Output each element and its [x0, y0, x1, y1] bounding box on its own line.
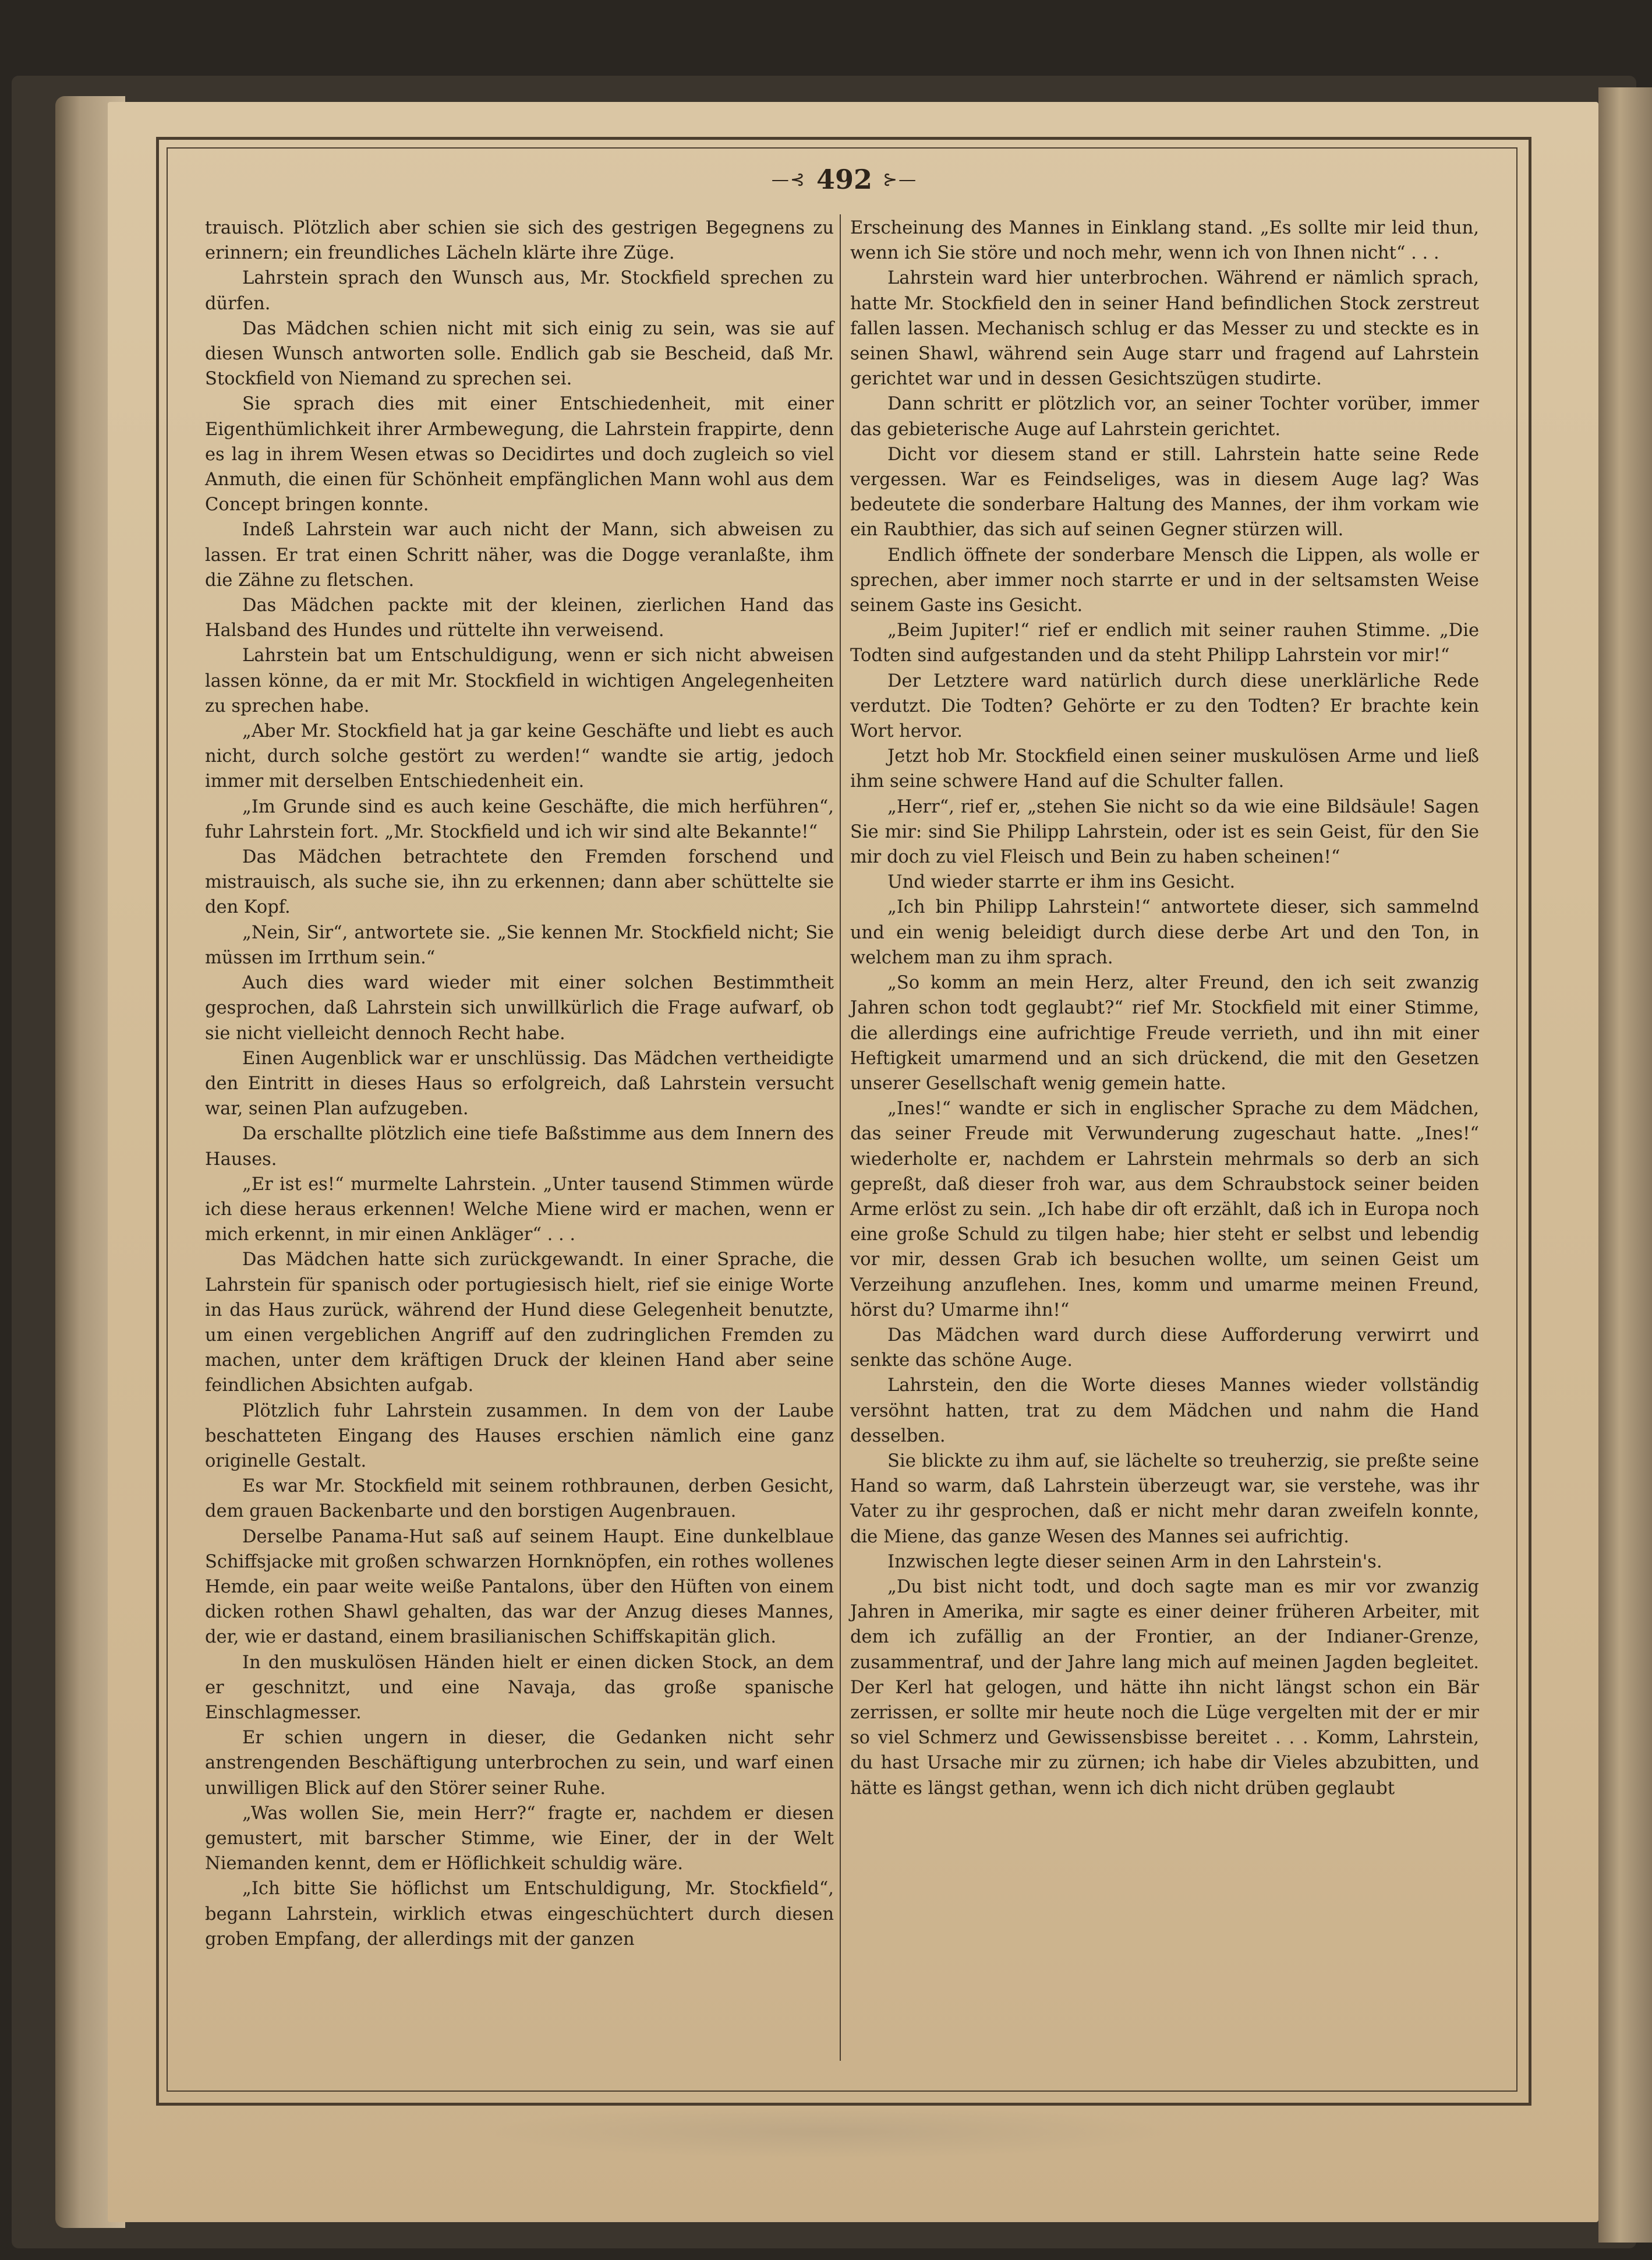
paragraph: Da erschallte plötzlich eine tiefe Baßstimme aus dem Innern des Hauses.	[205, 1124, 834, 1170]
paragraph: „Herr“, rief er, „stehen Sie nicht so da wie eine Bildsäule! Sagen Sie mir: sind Sie Philipp Lahrstein, oder ist es sein Geist, für den Sie mir doch zu viel Fleisch und Bein zu haben scheinen!“	[850, 796, 1479, 868]
paragraph: Er schien ungern in dieser, die Gedanken nicht sehr anstrengenden Beschäftigung unterbrochen zu sein, und warf einen unwilligen Blick auf den Störer seiner Ruhe.	[205, 1728, 834, 1799]
paragraph: „Beim Jupiter!“ rief er endlich mit seiner rauhen Stimme. „Die Todten sind aufgestanden und da steht Philipp Lahrstein vor mir!“	[850, 620, 1479, 666]
text-column-right	[850, 216, 1479, 1801]
paragraph: „Du bist nicht todt, und doch sagte man es mir vor zwanzig Jahren in Amerika, mir sagte es einer deiner früheren Arbeiter, mit dem ich zufällig an der Frontier, an der Indianer-Grenze, zusammentraf, und der Jahre lang mich auf meinen Jagden begleitet. Der Kerl hat gelogen, und hätte ihn nicht längst schon ein Bär zerrissen, er sollte mir heute noch die Lüge vergelten mit der er mir so viel Schmerz und Gewissensbisse bereitet . . . Komm, Lahrstein, du hast Ursache mir zu zürnen; ich habe dir Vieles abzubitten, und hätte es längst gethan, wenn ich dich nicht drüben geglaubt	[850, 1576, 1479, 1799]
paragraph: Und wieder starrte er ihm ins Gesicht.	[887, 872, 1236, 893]
paragraph: Lahrstein bat um Entschuldigung, wenn er sich nicht abweisen lassen könne, da er mit Mr. Stockfield in wichtigen Angelegenheiten zu sprechen habe.	[205, 645, 834, 716]
paragraph: „Ich bitte Sie höflichst um Entschuldigung, Mr. Stockfield“, begann Lahrstein, wirklich etwas eingeschüchtert durch diesen groben Empfang, der allerdings mit der ganzen	[205, 1878, 834, 1950]
paragraph: Jetzt hob Mr. Stockfield einen seiner muskulösen Arme und ließ ihm seine schwere Hand auf die Schulter fallen.	[850, 746, 1479, 792]
paragraph: Das Mädchen ward durch diese Aufforderung verwirrt und senkte das schöne Auge.	[850, 1325, 1479, 1371]
paragraph: Indeß Lahrstein war auch nicht der Mann, sich abweisen zu lassen. Er trat einen Schritt näher, was die Dogge veranlaßte, ihm die Zähne zu fletschen.	[205, 520, 834, 591]
page-header	[745, 162, 943, 197]
paragraph: Lahrstein sprach den Wunsch aus, Mr. Stockfield sprechen zu dürfen.	[205, 268, 834, 314]
paragraph: Dicht vor diesem stand er still. Lahrstein hatte seine Rede vergessen. War es Feindseliges, was in diesem Auge lag? Was bedeutete die sonderbare Haltung des Mannes, der ihm vorkam wie ein Raubthier, das sich auf seinen Gegner stürzen will.	[850, 444, 1479, 541]
paragraph: Auch dies ward wieder mit einer solchen Bestimmtheit gesprochen, daß Lahrstein sich unwillkürlich die Frage aufwarf, ob sie nicht vielleicht dennoch Recht habe.	[205, 973, 834, 1044]
paragraph: Inzwischen legte dieser seinen Arm in den Lahrstein's.	[887, 1551, 1382, 1572]
paragraph: Das Mädchen schien nicht mit sich einig zu sein, was sie auf diesen Wunsch antworten solle. Endlich gab sie Bescheid, daß Mr. Stockfield von Niemand zu sprechen sei.	[205, 318, 834, 390]
paragraph: Das Mädchen hatte sich zurückgewandt. In einer Sprache, die Lahrstein für spanisch oder portugiesisch hielt, rief sie einige Worte in das Haus zurück, während der Hund diese Gelegenheit benutzte, um einen vergeblichen Angriff auf den zudringlichen Fremden zu machen, unter dem kräftigen Druck der kleinen Hand aber seine feindlichen Absichten aufgab.	[205, 1249, 834, 1396]
paragraph: Einen Augenblick war er unschlüssig. Das Mädchen vertheidigte den Eintritt in dieses Haus so erfolgreich, daß Lahrstein versucht war, seinen Plan aufzugeben.	[205, 1048, 834, 1120]
column-divider	[840, 214, 841, 2061]
page-wear-mark	[477, 2106, 1176, 2158]
paragraph: „Nein, Sir“, antwortete sie. „Sie kennen Mr. Stockfield nicht; Sie müssen im Irrthum sein.“	[205, 922, 834, 968]
paragraph: „So komm an mein Herz, alter Freund, den ich seit zwanzig Jahren schon todt geglaubt?“ rief Mr. Stockfield mit einer Stimme, die allerdings eine aufrichtige Freude verrieth, und ihn mit einer Heftigkeit umarmend und an sich drückend, die mit den Gesetzen unserer Gesellschaft wenig gemein hatte.	[850, 973, 1479, 1094]
paragraph: „Was wollen Sie, mein Herr?“ fragte er, nachdem er diesen gemustert, mit barscher Stimme, wie Einer, der in der Welt Niemanden kennt, dem er Höflichkeit schuldig wäre.	[205, 1803, 834, 1874]
paragraph: Lahrstein, den die Worte dieses Mannes wieder vollständig versöhnt hatten, trat zu dem Mädchen und nahm die Hand desselben.	[850, 1375, 1479, 1446]
paragraph: Sie sprach dies mit einer Entschiedenheit, mit einer Eigenthümlichkeit ihrer Armbewegung, die Lahrstein frappirte, denn es lag in ihrem Wesen etwas so Decidirtes und doch zugleich so viel Anmuth, die einen für Schönheit empfänglichen Mann wohl aus dem Concept bringen konnte.	[205, 394, 834, 515]
header-ornament-right: ⊱—	[883, 169, 918, 190]
paragraph: Das Mädchen betrachtete den Fremden forschend und mistrauisch, als suche sie, ihn zu erkennen; dann aber schüttelte sie den Kopf.	[205, 847, 834, 918]
paragraph: „Ines!“ wandte er sich in englischer Sprache zu dem Mädchen, das seiner Freude mit Verwunderung zugeschaut hatte. „Ines!“ wiederholte er, nachdem er Lahrstein mehrmals so derb an sich gepreßt, daß dieser froh war, aus dem Schraubstock seiner beiden Arme erlöst zu sein. „Ich habe dir oft erzählt, daß ich in Europa noch eine große Schuld zu tilgen habe; hier steht er selbst und lebendig vor mir, dessen Grab ich besuchen wollte, um seinen Geist um Verzeihung anzuflehen. Ines, komm und umarme meinen Freund, hörst du? Umarme ihn!“	[850, 1099, 1479, 1320]
page-number: 492	[816, 164, 873, 195]
paragraph: Dann schritt er plötzlich vor, an seiner Tochter vorüber, immer das gebieterische Auge auf Lahrstein gerichtet.	[850, 394, 1479, 440]
paragraph: Sie blickte zu ihm auf, sie lächelte so treuherzig, sie preßte seine Hand so warm, daß Lahrstein überzeugt war, sie verstehe, was ihr Vater zu ihr gesprochen, daß er nicht mehr daran zweifeln konnte, die Miene, das ganze Wesen des Mannes sei aufrichtig.	[850, 1450, 1479, 1547]
paragraph: Endlich öffnete der sonderbare Mensch die Lippen, als wolle er sprechen, aber immer noch starrte er und in der seltsamsten Weise seinem Gaste ins Gesicht.	[850, 545, 1479, 616]
paragraph: In den muskulösen Händen hielt er einen dicken Stock, an dem er geschnitzt, und eine Navaja, das große spanische Einschlagmesser.	[205, 1652, 834, 1723]
paragraph: Derselbe Panama-Hut saß auf seinem Haupt. Eine dunkelblaue Schiffsjacke mit großen schwarzen Hornknöpfen, ein rothes wollenes Hemde, ein paar weite weiße Pantalons, über den Hüften von einem dicken rothen Shawl gehalten, das war der Anzug dieses Mannes, der, wie er dastand, einem brasilianischen Schiffskapitän glich.	[205, 1526, 834, 1648]
paragraph: Der Letztere ward natürlich durch diese unerklärliche Rede verdutzt. Die Todten? Gehörte er zu den Todten? Er brachte kein Wort hervor.	[850, 670, 1479, 742]
paragraph: trauisch. Plötzlich aber schien sie sich des gestrigen Begegnens zu erinnern; ein freundliches Lächeln klärte ihre Züge.	[205, 218, 834, 264]
paragraph: „Ich bin Philipp Lahrstein!“ antwortete dieser, sich sammelnd und ein wenig beleidigt durch diese derbe Art und den Ton, in welchem man zu ihm sprach.	[850, 897, 1479, 968]
paragraph: Plötzlich fuhr Lahrstein zusammen. In dem von der Laube beschatteten Eingang des Hauses erschien nämlich eine ganz originelle Gestalt.	[205, 1400, 834, 1471]
paragraph: „Aber Mr. Stockfield hat ja gar keine Geschäfte und liebt es auch nicht, durch solche gestört zu werden!“ wandte sie artig, jedoch immer mit derselben Entschiedenheit ein.	[205, 721, 834, 792]
text-column-left	[205, 216, 834, 1952]
paragraph: Erscheinung des Mannes in Einklang stand. „Es sollte mir leid thun, wenn ich Sie störe und noch mehr, wenn ich von Ihnen nicht“ . . .	[850, 218, 1479, 264]
page-edges-right	[1598, 87, 1652, 2243]
paragraph: Es war Mr. Stockfield mit seinem rothbraunen, derben Gesicht, dem grauen Backenbarte und den borstigen Augenbrauen.	[205, 1476, 834, 1522]
paragraph: „Er ist es!“ murmelte Lahrstein. „Unter tausend Stimmen würde ich diese heraus erkennen! Welche Miene wird er machen, wenn er mich erkennt, in mir einen Ankläger“ . . .	[205, 1174, 834, 1245]
paragraph: „Im Grunde sind es auch keine Geschäfte, die mich herführen“, fuhr Lahrstein fort. „Mr. Stockfield und ich wir sind alte Bekannte!“	[205, 796, 834, 842]
paragraph: Das Mädchen packte mit der kleinen, zierlichen Hand das Halsband des Hundes und rüttelte ihn verweisend.	[205, 595, 834, 641]
paragraph: Lahrstein ward hier unterbrochen. Während er nämlich sprach, hatte Mr. Stockfield den in seiner Hand befindlichen Stock zerstreut fallen lassen. Mechanisch schlug er das Messer zu und steckte es in seinen Shawl, während sein Auge starr und fragend auf Lahrstein gerichtet war und in dessen Gesichtszügen studirte.	[850, 268, 1479, 390]
header-ornament-left: —⊰	[771, 169, 806, 190]
